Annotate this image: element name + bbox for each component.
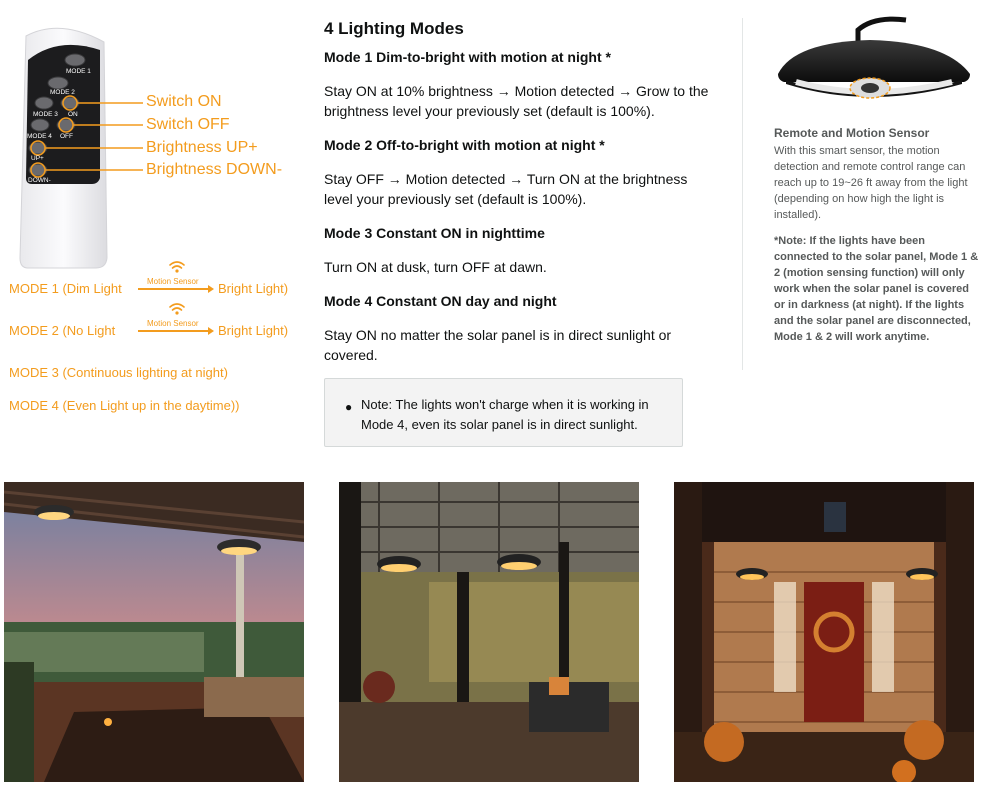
sensor-description: With this smart sensor, the motion detection and remote control range can reach up to 19~26 ft away from the light (depending on how high the light is installed).: [774, 145, 968, 221]
column-divider: [742, 18, 743, 370]
mode4-title: Mode 4 Constant ON day and night: [324, 293, 557, 309]
photo-pergola-night: [339, 482, 639, 782]
mode2-right-label: Bright Light): [218, 323, 289, 338]
section-heading: 4 Lighting Modes: [324, 19, 464, 38]
btn-label-off: OFF: [60, 133, 73, 140]
photo-porch-night: [674, 482, 974, 782]
arrow-icon: [138, 330, 212, 332]
btn-label-mode3: MODE 3: [33, 111, 58, 118]
note-box: [324, 378, 683, 447]
btn-label-down: DOWN-: [28, 177, 51, 184]
mode2-left-label: MODE 2 (No Light: [9, 323, 116, 338]
mode4-description: Stay ON no matter the solar panel is in direct sunlight or covered.: [324, 327, 672, 363]
mode3-label: MODE 3 (Continuous lighting at night): [9, 365, 228, 380]
photo-pergola-sunset: [4, 482, 304, 782]
btn-label-on: ON: [68, 111, 78, 118]
callout-brightness-down: Brightness DOWN-: [146, 161, 283, 178]
btn-label-mode4: MODE 4: [27, 133, 52, 140]
lighting-modes-section: [324, 18, 714, 432]
mode1-right-label: Bright Light): [218, 281, 289, 296]
mode4-label: MODE 4 (Even Light up in the daytime)): [9, 398, 240, 413]
note-text: Note: The lights won't charge when it is working in Mode 4, even its solar panel is in direct sunlight.: [361, 397, 649, 432]
callout-switch-on: Switch ON: [146, 93, 222, 110]
mode2-title: Mode 2 Off-to-bright with motion at night *: [324, 137, 605, 153]
sensor-title: Remote and Motion Sensor: [774, 126, 930, 140]
motion-sensor-label-1: Motion Sensor: [147, 277, 199, 286]
sensor-note: *Note: If the lights have been connected to the solar panel, Mode 1 & 2 (motion sensing function) will only work when the solar panel is covered or in darkness (at night). If the lights and the solar panel are disconnected, Mode 1 & 2 will work anytime.: [774, 235, 979, 343]
mode3-title: Mode 3 Constant ON in nighttime: [324, 225, 545, 241]
wifi-icon: [168, 302, 186, 316]
btn-label-mode2: MODE 2: [50, 89, 75, 96]
arrow-icon: [138, 288, 212, 290]
mode2-description: Stay OFF → Motion detected → Turn ON at the brightness level your previously set (default is 100%).: [324, 171, 688, 207]
mode3-description: Turn ON at dusk, turn OFF at dawn.: [324, 259, 547, 275]
bullet-icon: ●: [345, 400, 353, 414]
motion-sensor-label-2: Motion Sensor: [147, 319, 199, 328]
callout-brightness-up: Brightness UP+: [146, 139, 258, 156]
mode1-left-label: MODE 1 (Dim Light: [9, 281, 122, 296]
mode1-description: Stay ON at 10% brightness → Motion detected → Grow to the brightness level your previously set (default is 100%).: [324, 83, 709, 119]
btn-label-mode1: MODE 1: [66, 68, 91, 75]
wifi-icon: [168, 260, 186, 274]
remote-diagram: [0, 0, 310, 440]
mode1-title: Mode 1 Dim-to-bright with motion at night *: [324, 49, 611, 65]
btn-label-up: UP+: [31, 155, 44, 162]
callout-switch-off: Switch OFF: [146, 116, 230, 133]
lamp-sensor-image: [774, 14, 974, 114]
